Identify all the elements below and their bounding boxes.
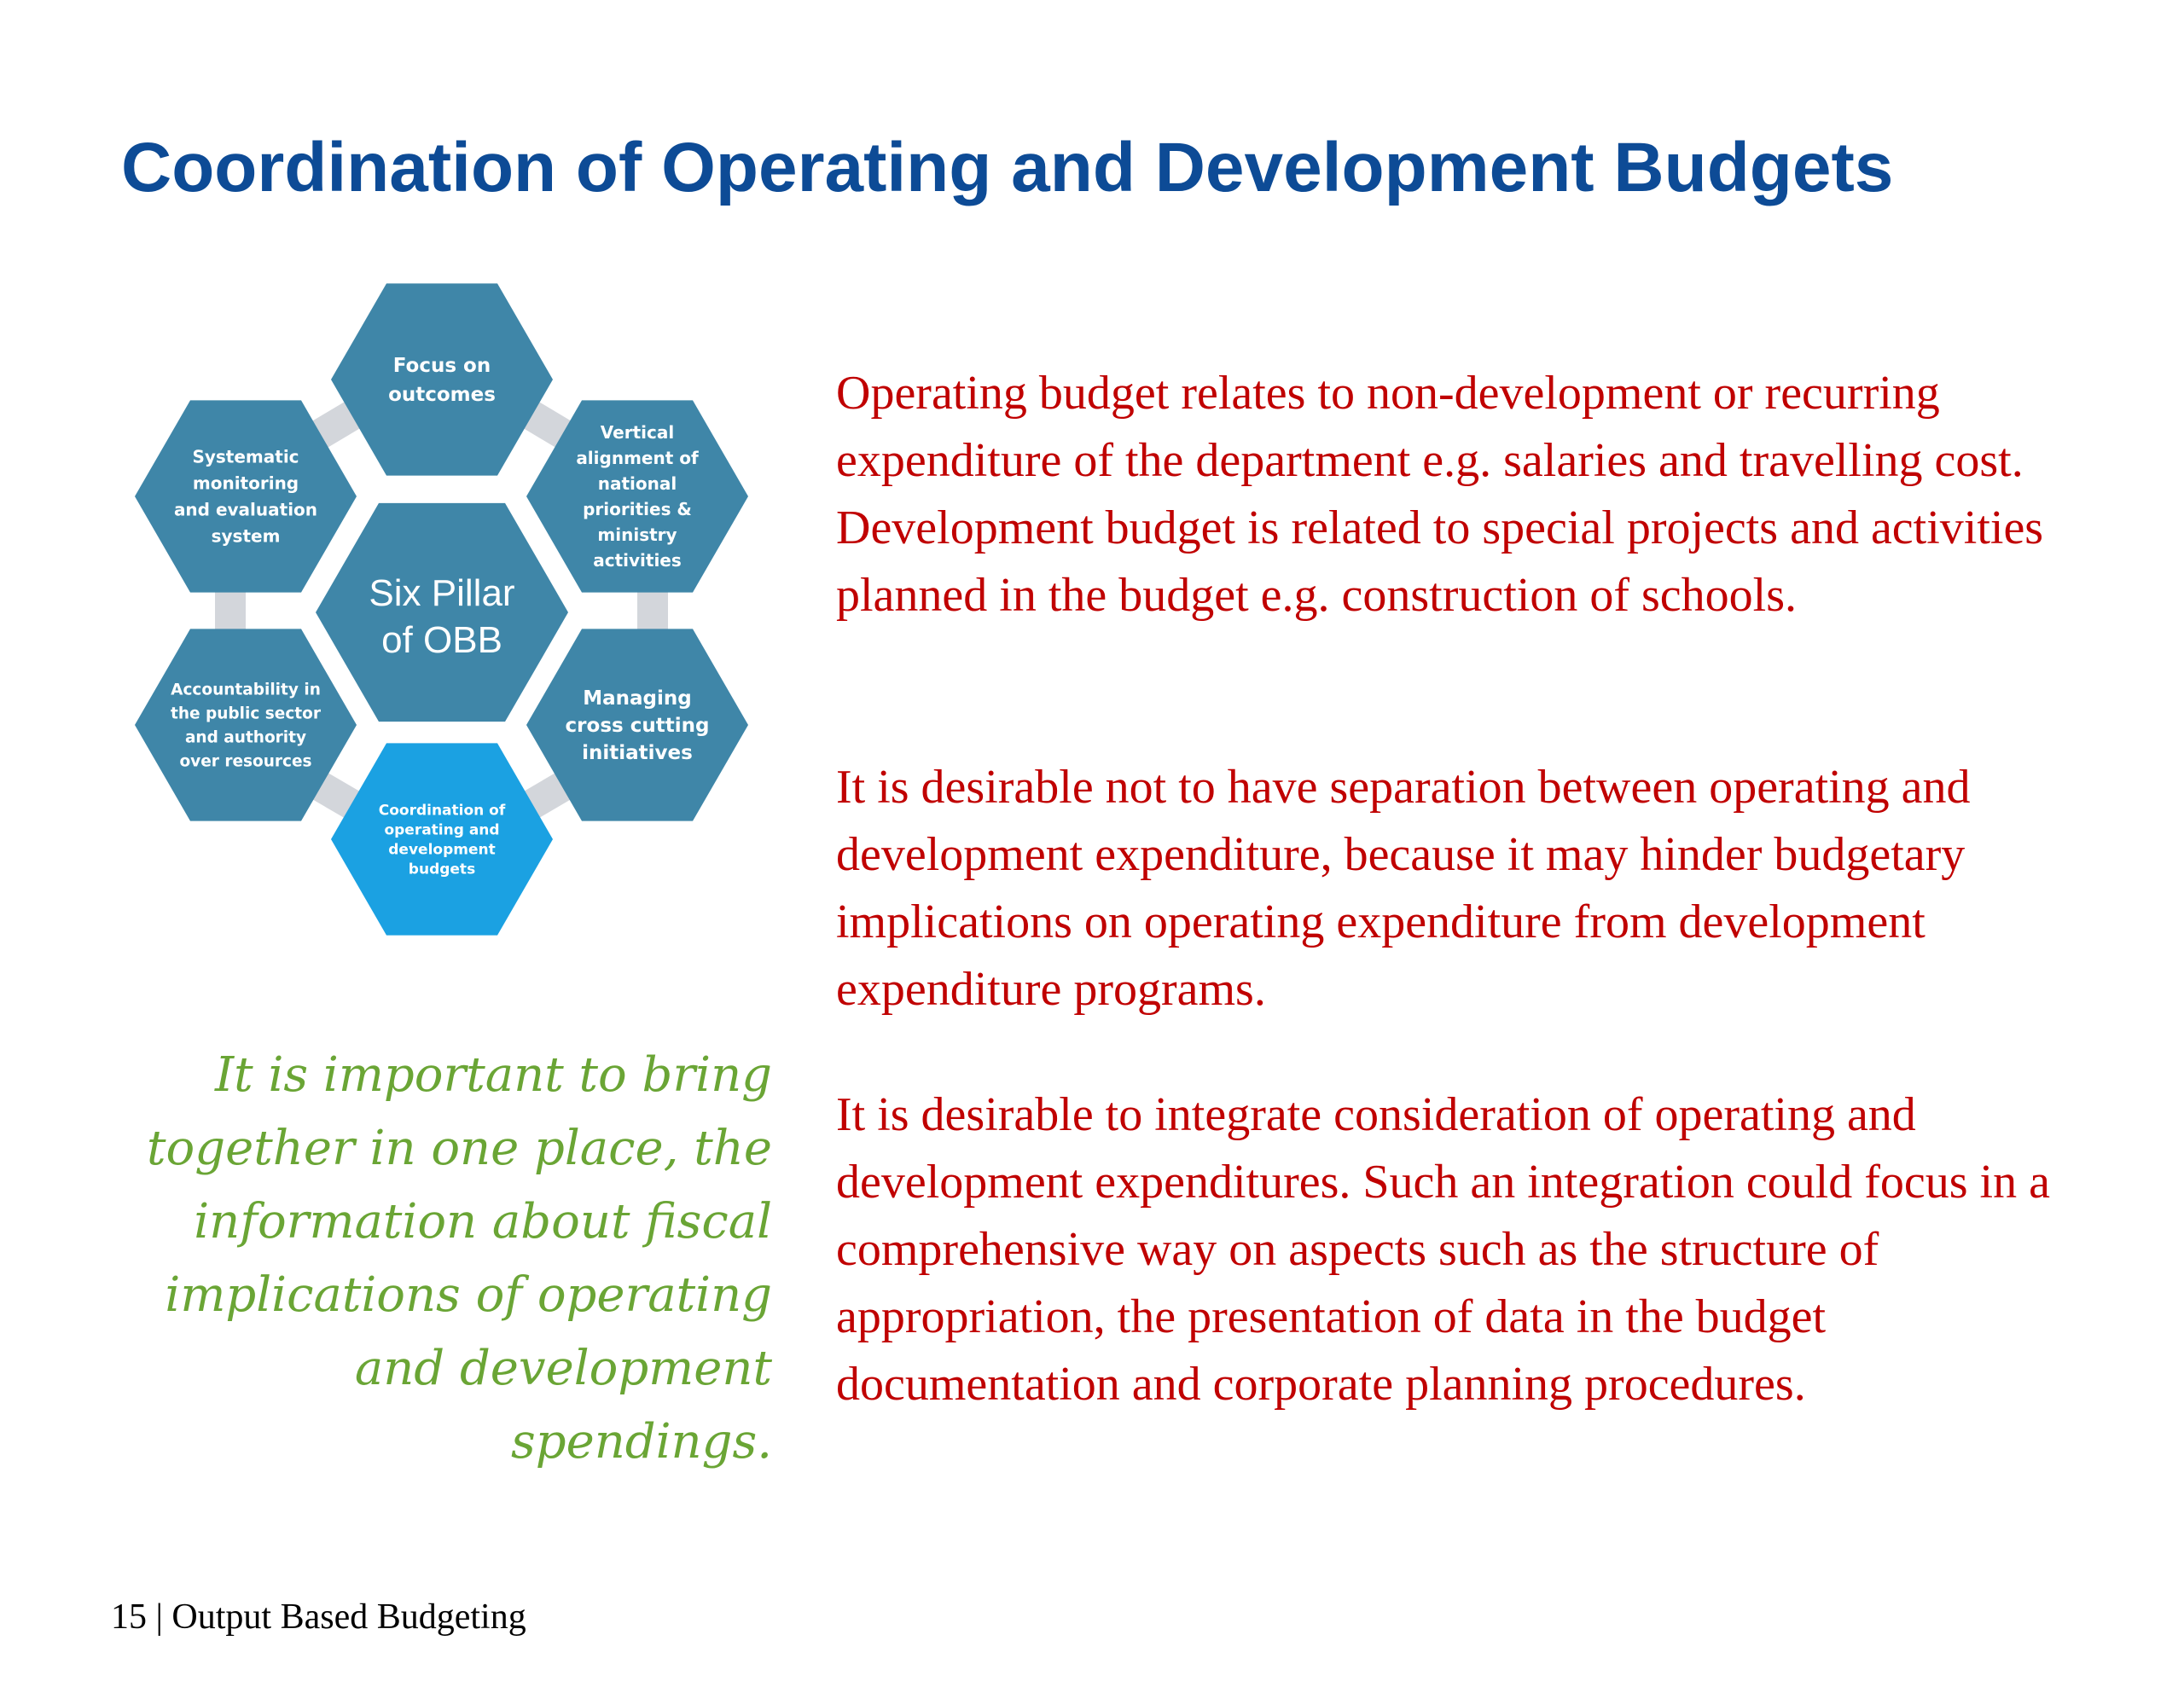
pull-quote: It is important to bring together in one place, the information about fiscal implications of operating and development spendings. bbox=[147, 1047, 772, 1470]
pillar-label-coordination: Coordination of bbox=[378, 802, 506, 820]
page-number: 15 bbox=[111, 1597, 147, 1637]
pillar-label-vertical: Vertical bbox=[600, 422, 675, 443]
pillar-label-vertical: ministry bbox=[597, 525, 677, 545]
center-hexagon-label: of OBB bbox=[381, 619, 502, 661]
paragraph-integration: It is desirable to integrate consideration of operating and development expenditures. Such an integration could focus in a comprehensive way on aspects such as the structure of appropriation, the presentation of data in the budget documentation and corporate planning procedures. bbox=[836, 1088, 2050, 1411]
pillar-label-coordination: budgets bbox=[408, 861, 476, 878]
pillar-label-systematic: and evaluation bbox=[173, 499, 318, 520]
footer-doc-title: Output Based Budgeting bbox=[171, 1597, 526, 1637]
pillar-label-vertical: activities bbox=[593, 550, 682, 571]
pillar-hexagon-focus bbox=[331, 283, 553, 475]
pillar-label-vertical: national bbox=[597, 473, 677, 494]
pillar-label-systematic: system bbox=[211, 525, 281, 547]
pillar-label-systematic: Systematic bbox=[192, 446, 299, 467]
pillar-label-systematic: monitoring bbox=[192, 472, 299, 494]
footer-separator: | bbox=[155, 1597, 163, 1637]
pillar-label-coordination: operating and bbox=[384, 821, 500, 839]
pillar-label-vertical: alignment of bbox=[576, 448, 699, 468]
paragraph-operating-budget: Operating budget relates to non-development or recurring expenditure of the department e.g. salaries and travelling cost. Development budget is related to special projects and activities planned in the budget e.g. construction of schools. bbox=[836, 367, 2044, 622]
pillar-label-accountability: and authority bbox=[184, 728, 307, 747]
page-footer bbox=[111, 1597, 526, 1638]
slide-title: Coordination of Operating and Development Budgets bbox=[121, 129, 1894, 206]
pillar-label-focus: outcomes bbox=[388, 384, 496, 407]
pillar-label-accountability: over resources bbox=[179, 752, 312, 771]
pillar-label-vertical: priorities & bbox=[583, 499, 692, 519]
pillar-label-accountability: the public sector bbox=[171, 704, 321, 723]
pillar-label-managing: Managing bbox=[583, 687, 692, 710]
six-pillar-diagram bbox=[128, 281, 759, 947]
pillar-hexagon-coordination bbox=[331, 743, 553, 935]
paragraph-separation: It is desirable not to have separation between operating and development expenditure, because it may hinder budgetary implications on operating expenditure from development expenditure programs. bbox=[836, 761, 1971, 1016]
pillar-label-managing: cross cutting bbox=[565, 715, 710, 738]
pillar-label-managing: initiatives bbox=[582, 742, 693, 765]
six-pillar-hexagon-diagram bbox=[128, 281, 759, 947]
pillar-label-coordination: development bbox=[388, 841, 496, 859]
pillar-label-accountability: Accountability in bbox=[171, 681, 321, 699]
center-hexagon-label: Six Pillar bbox=[369, 572, 515, 614]
pillar-label-focus: Focus on bbox=[392, 355, 491, 378]
